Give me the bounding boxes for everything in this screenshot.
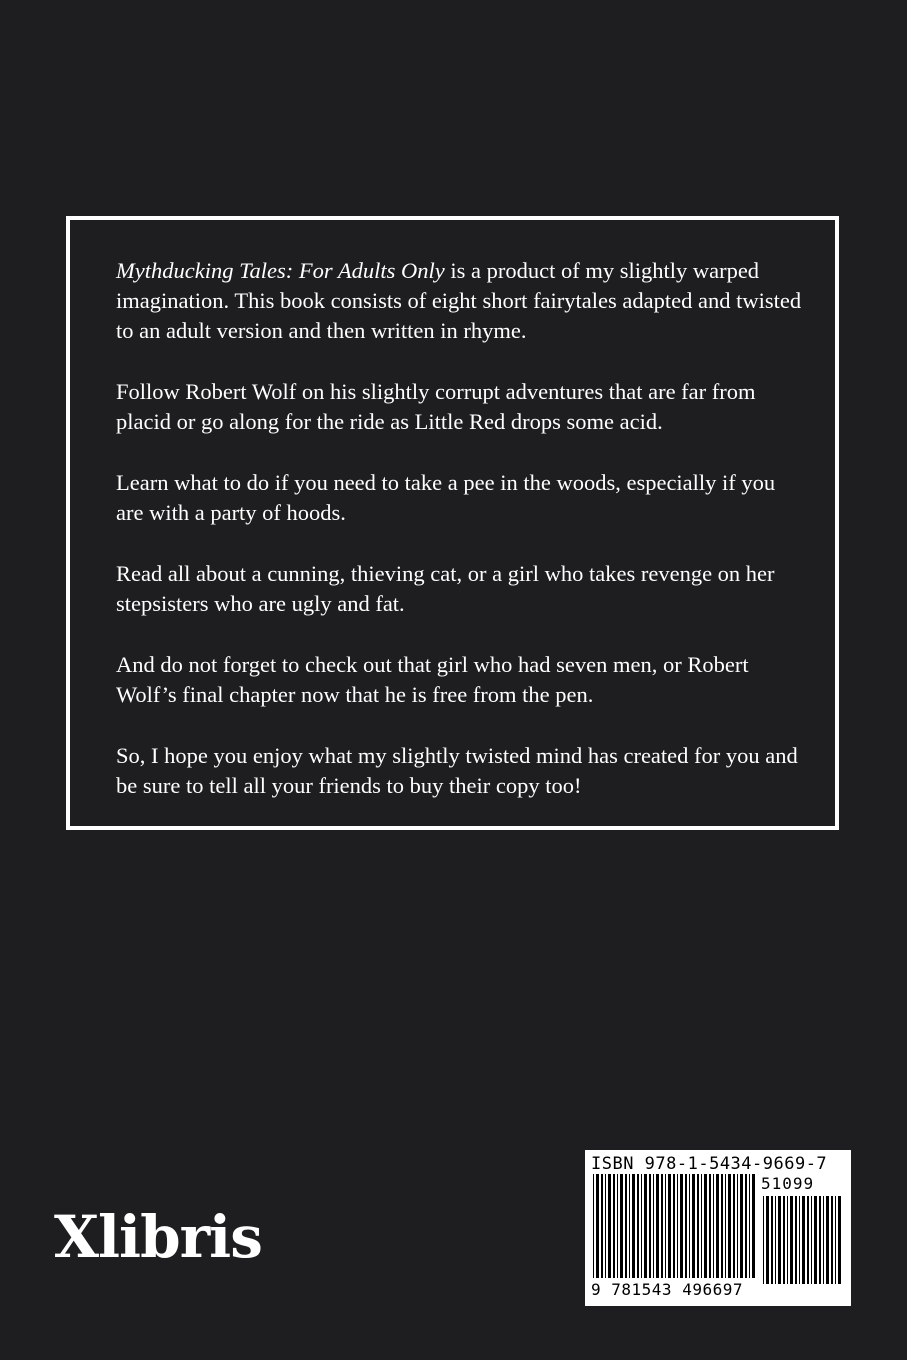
barcode-bar (826, 1196, 829, 1284)
barcode-bar (649, 1174, 651, 1278)
barcode-bar (613, 1174, 615, 1278)
barcode-bar (799, 1196, 800, 1284)
barcode-bar (656, 1174, 659, 1278)
barcode-bar (668, 1174, 671, 1278)
barcode-bar (835, 1196, 836, 1284)
barcode-bar (728, 1174, 731, 1278)
barcode-digits: 9 781543 496697 (591, 1280, 743, 1299)
barcode-bar (665, 1174, 666, 1278)
blurb-paragraph-1-rest: is a product of my slightly warped imagination. This book consists of eight short fairytales adapted and twisted to an adult version and then written in rhyme. (116, 258, 802, 343)
barcode-bar (629, 1174, 630, 1278)
addon-barcode (761, 1196, 845, 1286)
barcode-bar (685, 1174, 687, 1278)
barcode-bar (795, 1196, 797, 1284)
barcode-bar (677, 1174, 678, 1278)
barcode-bar (775, 1196, 776, 1284)
blurb-paragraph-1 (116, 256, 806, 346)
blurb-text (116, 256, 806, 801)
publisher-logo: Xlibris (54, 1203, 262, 1271)
barcode-bar (637, 1174, 639, 1278)
barcode-bar (745, 1174, 747, 1278)
barcode-bar (783, 1196, 785, 1284)
blurb-paragraph-5: And do not forget to check out that girl who had seven men, or Robert Wolf’s final chapter now that he is free from the pen. (116, 652, 749, 707)
barcode-bar (697, 1174, 699, 1278)
blurb-paragraph-2: Follow Robert Wolf on his slightly corrupt adventures that are far from placid or go along for the ride as Little Red drops some acid. (116, 379, 756, 434)
barcode-bar (617, 1174, 618, 1278)
barcode-bar (653, 1174, 654, 1278)
barcode-bar (838, 1196, 841, 1284)
barcode-bar (680, 1174, 683, 1278)
barcode-bar (802, 1196, 805, 1284)
barcode-bar (740, 1174, 743, 1278)
barcode-bar (689, 1174, 690, 1278)
barcode-bar (632, 1174, 635, 1278)
barcode-bar (823, 1196, 824, 1284)
barcode-bar (811, 1196, 812, 1284)
barcode-bar (661, 1174, 663, 1278)
barcode-bar (673, 1174, 675, 1278)
barcode-bar (721, 1174, 723, 1278)
barcode-bar (593, 1174, 594, 1278)
book-title: Mythducking Tales: For Adults Only (116, 258, 445, 283)
barcode-bar (807, 1196, 809, 1284)
barcode-bar (601, 1174, 603, 1278)
barcode-bar (704, 1174, 707, 1278)
barcode-bar (709, 1174, 711, 1278)
barcode-bar (620, 1174, 623, 1278)
barcode-bar (625, 1174, 627, 1278)
barcode-bar (605, 1174, 606, 1278)
barcode-bar (778, 1196, 781, 1284)
barcode-bar (771, 1196, 773, 1284)
barcode-bar (725, 1174, 726, 1278)
barcode-bar (641, 1174, 642, 1278)
blurb-paragraph-4: Read all about a cunning, thieving cat, or a girl who takes revenge on her stepsisters who are ugly and fat. (116, 561, 775, 616)
barcode-bar (716, 1174, 719, 1278)
barcode-bar (713, 1174, 714, 1278)
barcode-bar (692, 1174, 695, 1278)
blurb-paragraph-3: Learn what to do if you need to take a pee in the woods, especially if you are with a party of hoods. (116, 470, 776, 525)
blurb-frame (66, 216, 839, 830)
barcode-bar (644, 1174, 647, 1278)
barcode-bar (814, 1196, 817, 1284)
addon-digits: 51099 (761, 1174, 815, 1193)
barcode-bar (831, 1196, 833, 1284)
barcode-bar (763, 1196, 764, 1284)
barcode-bar (608, 1174, 611, 1278)
barcode-bar (766, 1196, 769, 1284)
barcode-bar (749, 1174, 750, 1278)
isbn-label: ISBN 978-1-5434-9669-7 (591, 1154, 828, 1174)
blurb-paragraph-6: So, I hope you enjoy what my slightly twisted mind has created for you and be sure to tell all your friends to buy their copy too! (116, 743, 798, 798)
barcode-bar (819, 1196, 821, 1284)
barcode-bar (752, 1174, 755, 1278)
ean13-barcode (591, 1174, 757, 1286)
barcode-bar (701, 1174, 702, 1278)
barcode-bar (737, 1174, 738, 1278)
barcode-bar (596, 1174, 599, 1278)
barcode-bar (733, 1174, 735, 1278)
barcode-bar (787, 1196, 788, 1284)
barcode-panel (585, 1150, 851, 1306)
barcode-bar (790, 1196, 793, 1284)
